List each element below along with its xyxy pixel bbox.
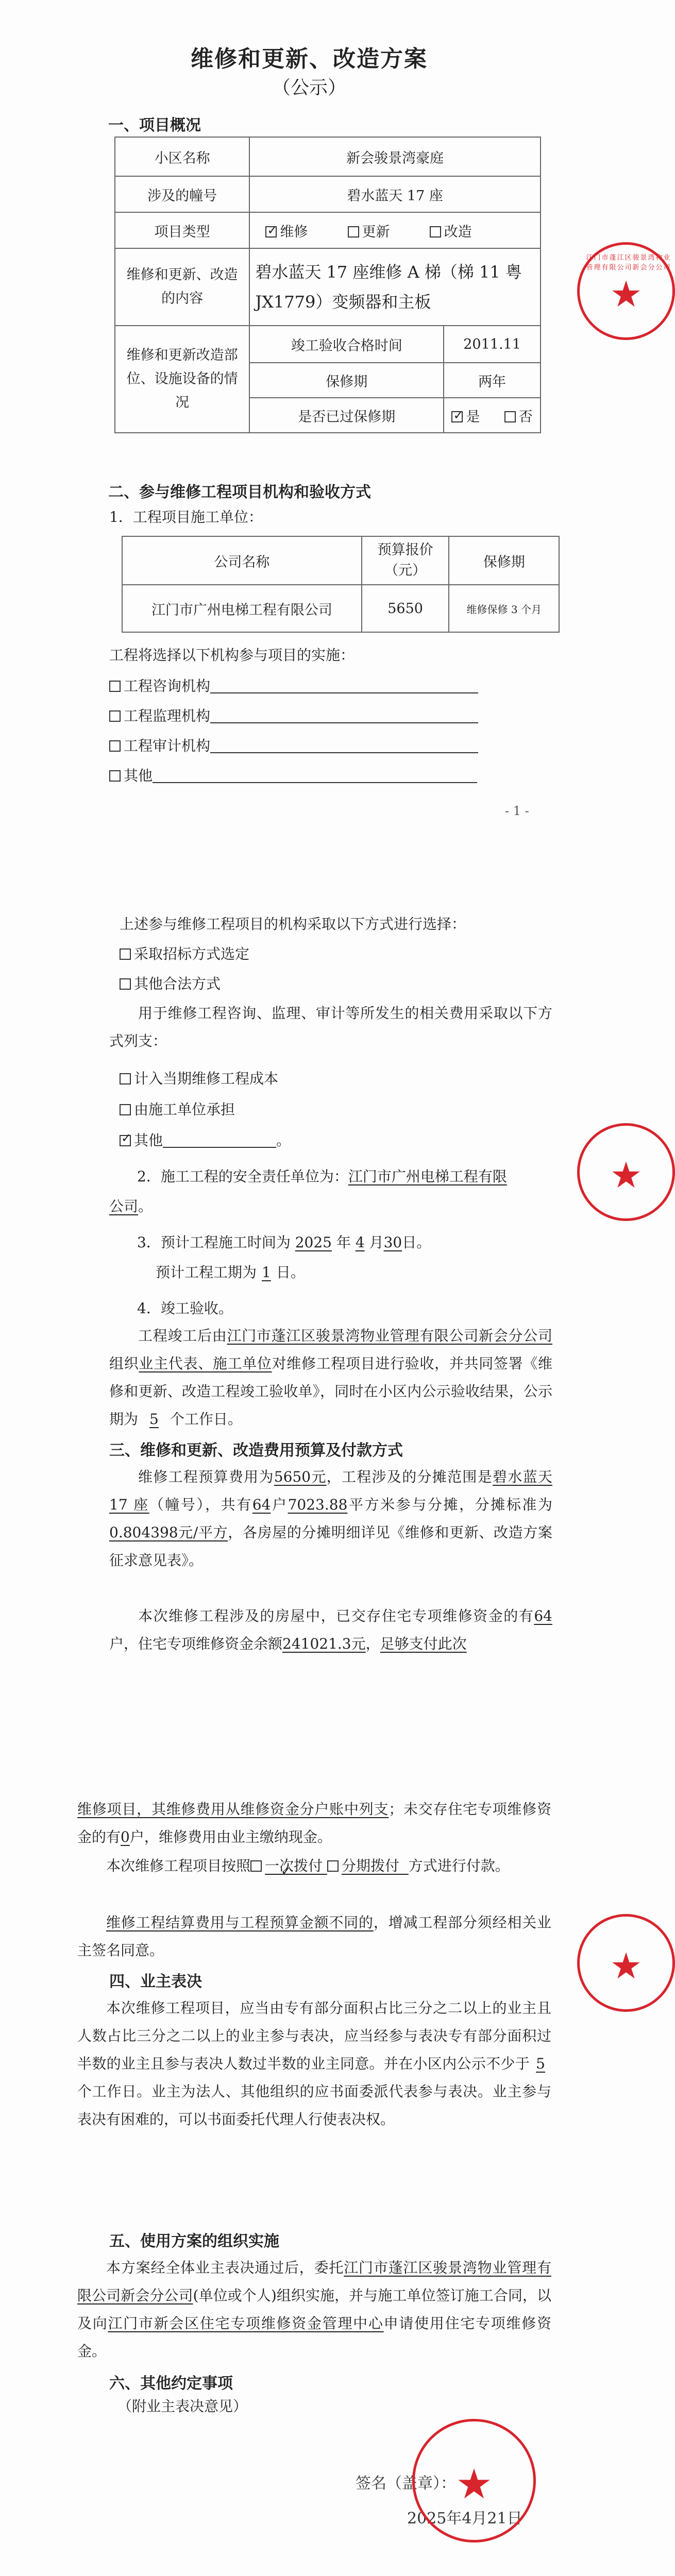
seal-star-icon-3: ★ bbox=[455, 2460, 493, 2508]
content-value: 碧水蓝天 17 座维修 A 梯（梯 11 粤 JX1779）变频器和主板 bbox=[249, 248, 541, 326]
org-supervise bbox=[109, 709, 478, 723]
page-1 bbox=[0, 0, 671, 855]
org-consult bbox=[109, 679, 478, 693]
page-number-1: - 1 - bbox=[505, 804, 529, 818]
fee-contractor-label: 由施工单位承担 bbox=[134, 1101, 235, 1118]
pay-installment-label: 分期拨付 bbox=[341, 1857, 399, 1874]
impl-end: 申请使用住宅专项维修资金。 bbox=[77, 2315, 551, 2360]
type-renovate-checkbox[interactable] bbox=[430, 226, 441, 238]
company-header: 公司名称 bbox=[122, 536, 362, 585]
budget-amount: 5650元 bbox=[274, 1468, 327, 1485]
method-other-checkbox[interactable] bbox=[120, 978, 131, 990]
share-scope: 碧水蓝天 17 座 bbox=[109, 1468, 552, 1513]
org-consult-label: 工程咨询机构 bbox=[124, 677, 211, 694]
p1-mid: ，工程涉及的分摊范围是 bbox=[326, 1468, 493, 1485]
fee-cost-checkbox[interactable] bbox=[120, 1073, 131, 1084]
warranty-label: 保修期 bbox=[249, 363, 444, 398]
p1-pre: 维修工程预算费用为 bbox=[138, 1468, 274, 1485]
budget-value: 5650 bbox=[362, 585, 449, 632]
signature-label: 签名（盖章）： bbox=[356, 2475, 456, 2493]
pay-once-label: 一次拨付 bbox=[265, 1857, 323, 1874]
p3-mid: ；未交存住宅专项维修资金的有 bbox=[77, 1801, 551, 1845]
acc-end: 个工作日。 bbox=[170, 1411, 242, 1428]
fee-text: 用于维修工程咨询、监理、审计等所发生的相关费用采取以下方式列支： bbox=[109, 1005, 552, 1049]
year-unit: 年 bbox=[336, 1234, 351, 1251]
p1-mid3: 户 bbox=[271, 1496, 288, 1513]
seal-star-icon-2: ★ bbox=[610, 1154, 643, 1196]
impl-mid: (单位或个人)组织实施，并与施工单位签订施工合同，以及向 bbox=[77, 2287, 551, 2332]
company-seal-edge-3 bbox=[577, 1914, 675, 2012]
org-supervise-checkbox[interactable] bbox=[109, 710, 121, 722]
method-text: 上述参与维修工程项目的机构采取以下方式进行选择： bbox=[120, 916, 466, 933]
doc-subtitle: （公示） bbox=[272, 77, 346, 98]
org-other-label: 其他 bbox=[124, 767, 153, 784]
diff-paragraph bbox=[77, 1909, 551, 1964]
method-bidding-label: 采取招标方式选定 bbox=[134, 945, 250, 962]
acc-mid1: 组织 bbox=[109, 1355, 139, 1372]
fee-cost-label: 计入当期维修工程成本 bbox=[134, 1070, 279, 1087]
day-unit: 日。 bbox=[402, 1234, 431, 1251]
parts-label: 维修和更新改造部位、设施设备的情况 bbox=[115, 326, 249, 433]
item-3 bbox=[137, 1235, 431, 1250]
item-2-label: 2．施工工程的安全责任单位为： bbox=[137, 1168, 348, 1185]
share-rate: 0.804398元/平方 bbox=[109, 1524, 228, 1541]
org-consult-blank[interactable] bbox=[210, 679, 478, 693]
item-2-cont bbox=[109, 1199, 153, 1214]
unpaid-units: 0 bbox=[121, 1828, 130, 1845]
vote-para-b: 个工作日。业主为法人、其他组织的应书面委派代表参与表决。业主参与表决有困难的，可以书面委托代理人行使表决权。 bbox=[77, 2083, 551, 2128]
p3-end: 户，维修费用由业主缴纳现金。 bbox=[129, 1828, 332, 1845]
p1-mid4: 平方米参与分摊，分摊标准为 bbox=[347, 1496, 552, 1513]
org-supervise-label: 工程监理机构 bbox=[124, 707, 211, 724]
vote-paragraph bbox=[77, 1994, 551, 2133]
implementation-paragraph bbox=[77, 2254, 551, 2365]
payment-paragraph bbox=[77, 1852, 551, 1880]
warranty-value: 两年 bbox=[444, 363, 541, 398]
company-seal-signature bbox=[412, 2419, 536, 2543]
p2-mid: 户，住宅专项维修资金余额 bbox=[109, 1635, 283, 1652]
budget-header: 预算报价（元） bbox=[362, 536, 449, 585]
company-name: 江门市广州电梯工程有限公司 bbox=[122, 585, 362, 632]
fee-other-label: 其他 bbox=[134, 1132, 163, 1149]
fee-contractor bbox=[120, 1103, 235, 1117]
section-2-heading: 二、参与维修工程项目机构和验收方式 bbox=[108, 483, 371, 501]
section-6-heading: 六、其他约定事项 bbox=[109, 2375, 233, 2393]
page-2 bbox=[0, 855, 643, 1734]
method-bidding bbox=[120, 947, 249, 961]
seal-star-icon: ★ bbox=[610, 273, 643, 315]
fee-cost bbox=[120, 1072, 278, 1086]
type-renovate-label: 改造 bbox=[444, 224, 472, 240]
accept-label: 竣工验收合格时间 bbox=[249, 326, 444, 363]
acceptance-paragraph bbox=[109, 1322, 552, 1433]
building-label: 涉及的幢号 bbox=[115, 176, 249, 212]
page-3 bbox=[0, 1734, 643, 2576]
org-other-checkbox[interactable] bbox=[109, 770, 121, 782]
org-audit-checkbox[interactable] bbox=[109, 740, 121, 752]
acc-pre: 工程竣工后由 bbox=[138, 1327, 227, 1344]
company-seal-edge-2 bbox=[577, 1123, 675, 1221]
org-supervise-blank[interactable] bbox=[210, 709, 478, 723]
vote-para-a: 本次维修工程项目，应当由专有部分面积占比三分之二以上的业主且人数占比三分之二以上的业主参与表决，应当经参与表决专有部分面积过半数的业主且参与表决人数过半数的业主同意。并在小区内公示不少于 bbox=[77, 1999, 551, 2072]
type-update-label: 更新 bbox=[362, 224, 390, 240]
community-label: 小区名称 bbox=[115, 137, 249, 176]
method-other-label: 其他合法方式 bbox=[134, 975, 221, 992]
pay-options bbox=[250, 1857, 409, 1874]
section-4-heading: 四、业主表决 bbox=[109, 1973, 202, 1991]
impl-org: 江门市蓬江区骏景湾物业管理有限公司新会分公司 bbox=[77, 2259, 551, 2304]
safety-unit-value-2: 公司 bbox=[109, 1198, 139, 1215]
contractor-table bbox=[122, 536, 560, 633]
share-area: 7023.88 bbox=[288, 1496, 348, 1513]
acc-days: 5 bbox=[149, 1411, 159, 1428]
pay-end: 方式进行付款。 bbox=[408, 1857, 510, 1874]
item-3b bbox=[156, 1265, 305, 1280]
over-warranty-label: 是否已过保修期 bbox=[249, 398, 444, 433]
pay-installment-checkbox[interactable] bbox=[327, 1860, 339, 1872]
content-label: 维修和更新、改造的内容 bbox=[115, 248, 249, 326]
type-repair-label: 维修 bbox=[280, 224, 308, 240]
p2-mid2: ， bbox=[365, 1635, 380, 1652]
month-unit: 月 bbox=[369, 1234, 384, 1251]
duration-value: 1 bbox=[262, 1264, 271, 1281]
company-seal-edge-1 bbox=[577, 242, 675, 340]
safety-unit-value: 江门市广州电梯工程有限 bbox=[348, 1168, 507, 1185]
over-no-label: 否 bbox=[518, 409, 533, 425]
fund-balance: 241021.3元 bbox=[282, 1635, 366, 1652]
method-other bbox=[120, 977, 221, 991]
p3-head: 维修项目，其维修费用从维修资金分户账中列支 bbox=[77, 1801, 389, 1818]
warranty-header: 保修期 bbox=[449, 536, 559, 585]
p1-end: ，各房屋的分摊明细详见《维修和更新、改造方案征求意见表》。 bbox=[109, 1524, 552, 1569]
org-audit-label: 工程审计机构 bbox=[124, 737, 211, 754]
choose-orgs-text: 工程将选择以下机构参与项目的实施： bbox=[109, 647, 355, 664]
diff-ul: 维修工程结算费用与工程预算金额不同的 bbox=[106, 1914, 374, 1931]
fund-paragraph bbox=[109, 1602, 552, 1658]
acc-mid2: 对维修工程项目进行验收，并共同签署《维修和更新、改造工程竣工验收单》，同时在小区内公示验收结果，公示期为 bbox=[109, 1355, 552, 1428]
building-value: 碧水蓝天 17 座 bbox=[249, 176, 541, 212]
org-other bbox=[109, 769, 477, 783]
over-warranty-options bbox=[444, 398, 541, 433]
doc-title: 维修和更新、改造方案 bbox=[191, 46, 428, 72]
owner-opinion-note: （附业主表决意见） bbox=[117, 2398, 248, 2415]
warranty-value-2: 维修保修 3 个月 bbox=[449, 585, 559, 632]
org-other-blank[interactable] bbox=[153, 769, 477, 783]
pay-once-checkbox[interactable] bbox=[250, 1860, 262, 1872]
item-2 bbox=[137, 1170, 507, 1184]
type-repair-checkbox[interactable] bbox=[265, 226, 277, 238]
org-audit bbox=[109, 739, 478, 753]
over-yes-label: 是 bbox=[466, 409, 480, 425]
section-5-heading: 五、使用方案的组织实施 bbox=[109, 2232, 279, 2250]
fee-other: ✓其他 。 bbox=[120, 1133, 291, 1148]
share-units: 64 bbox=[252, 1496, 271, 1513]
item-2-end: 。 bbox=[138, 1198, 153, 1215]
seal-text-1: 江门市蓬江区骏景湾物业管理有限公司新会分公司 bbox=[586, 254, 671, 272]
acc-owner: 业主代表、施工单位 bbox=[139, 1355, 272, 1372]
fund-tail: 足够支付此次 bbox=[380, 1635, 467, 1652]
p2-pre: 本次维修工程涉及的房屋中，已交存住宅专项维修资金的有 bbox=[138, 1607, 534, 1624]
start-year: 2025 bbox=[295, 1234, 332, 1251]
duration-unit: 日。 bbox=[276, 1264, 305, 1281]
community-value: 新会骏景湾豪庭 bbox=[249, 137, 541, 176]
accept-value: 2011.11 bbox=[444, 326, 541, 363]
fund-units: 64 bbox=[534, 1607, 552, 1624]
section-1-heading: 一、项目概况 bbox=[108, 116, 201, 134]
impl-center: 江门市新会区住宅专项维修资金管理中心 bbox=[108, 2315, 384, 2332]
type-options bbox=[249, 212, 541, 248]
project-overview-table bbox=[114, 137, 541, 433]
pay-pre: 本次维修工程项目按照 bbox=[106, 1857, 251, 1874]
method-bidding-checkbox[interactable] bbox=[120, 948, 131, 960]
acc-org: 江门市蓬江区骏景湾物业管理有限公司新会分公司 bbox=[227, 1327, 552, 1344]
fee-other-checkbox[interactable] bbox=[120, 1135, 131, 1146]
over-no-checkbox[interactable] bbox=[504, 411, 516, 422]
fund-paragraph-cont bbox=[77, 1795, 551, 1851]
item-4: 4．竣工验收。 bbox=[137, 1300, 233, 1317]
type-label: 项目类型 bbox=[115, 212, 249, 248]
diff-end: ，增减工程部分须经相关业主签名同意。 bbox=[77, 1914, 551, 1959]
p1-mid2: （幢号），共有 bbox=[149, 1496, 252, 1513]
seal-star-icon-4: ★ bbox=[610, 1945, 643, 1987]
start-day: 30 bbox=[383, 1234, 402, 1251]
org-audit-blank[interactable] bbox=[210, 739, 478, 753]
duration-label: 预计工程工期为 bbox=[156, 1264, 257, 1281]
signature-date: 2025年4月21日 bbox=[407, 2510, 522, 2528]
fee-contractor-checkbox[interactable] bbox=[120, 1104, 131, 1115]
org-consult-checkbox[interactable] bbox=[109, 681, 121, 692]
over-yes-checkbox[interactable] bbox=[451, 411, 463, 422]
item-3-label: 3．预计工程施工时间为 bbox=[137, 1234, 291, 1251]
budget-paragraph bbox=[109, 1463, 552, 1574]
impl-pre: 本方案经全体业主表决通过后，委托 bbox=[106, 2259, 344, 2276]
section-3-heading: 三、维修和更新、改造费用预算及付款方式 bbox=[109, 1442, 403, 1460]
type-update-checkbox[interactable] bbox=[348, 226, 359, 238]
item-1-text: 1．工程项目施工单位： bbox=[109, 509, 263, 526]
vote-days: 5 bbox=[536, 2055, 545, 2072]
start-month: 4 bbox=[355, 1234, 365, 1251]
fee-other-blank[interactable] bbox=[163, 1133, 276, 1148]
